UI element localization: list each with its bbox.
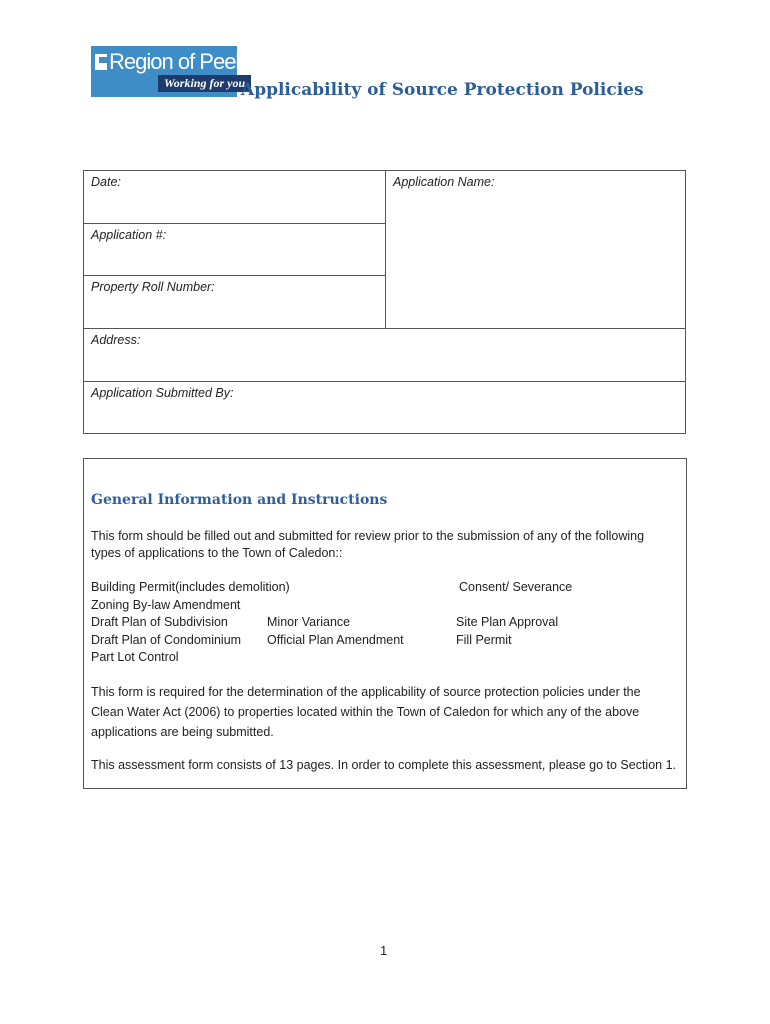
app-type-site-plan: Site Plan Approval bbox=[456, 615, 559, 629]
instructions-box bbox=[83, 458, 687, 789]
application-number-cell[interactable] bbox=[84, 224, 386, 276]
intro-line-1: This form should be filled out and submitted for review prior to the submission of any of the following bbox=[91, 529, 645, 543]
app-type-part-lot: Part Lot Control bbox=[91, 650, 179, 664]
app-type-fill-permit: Fill Permit bbox=[456, 633, 512, 647]
app-type-minor-variance: Minor Variance bbox=[267, 615, 351, 629]
application-number-label: Application #: bbox=[91, 228, 167, 242]
para3: This assessment form consists of 13 pages. In order to complete this assessment, please go to Section 1. bbox=[91, 758, 677, 772]
document-title: Applicability of Source Protection Policies bbox=[241, 80, 644, 100]
app-type-condominium: Draft Plan of Condominium bbox=[91, 633, 242, 647]
property-roll-cell[interactable] bbox=[84, 276, 386, 329]
intro-line-2: types of applications to the Town of Caledon:: bbox=[91, 546, 343, 560]
logo-text: Region of Peel bbox=[109, 49, 240, 74]
region-of-peel-logo bbox=[91, 46, 246, 97]
app-type-subdivision: Draft Plan of Subdivision bbox=[91, 615, 228, 629]
app-type-building-permit: Building Permit(includes demolition) bbox=[91, 580, 290, 594]
logo-tagline: Working for you bbox=[158, 75, 251, 92]
application-name-label: Application Name: bbox=[393, 175, 495, 189]
date-label: Date: bbox=[91, 175, 121, 189]
page-number: 1 bbox=[380, 943, 388, 958]
address-cell[interactable] bbox=[84, 329, 685, 382]
submitted-by-label: Application Submitted By: bbox=[91, 386, 234, 400]
app-type-consent: Consent/ Severance bbox=[459, 580, 573, 594]
app-type-zoning: Zoning By-law Amendment bbox=[91, 598, 241, 612]
date-cell[interactable] bbox=[84, 171, 386, 224]
address-label: Address: bbox=[91, 333, 141, 347]
submitted-by-cell[interactable] bbox=[84, 382, 685, 433]
app-type-official-plan: Official Plan Amendment bbox=[267, 633, 404, 647]
logo-p-icon bbox=[95, 54, 107, 70]
para2-line-2: Clean Water Act (2006) to properties located within the Town of Caledon for which any of the above bbox=[91, 705, 640, 719]
application-info-table bbox=[83, 170, 686, 434]
para2-line-3: applications are being submitted. bbox=[91, 725, 274, 739]
application-name-cell[interactable] bbox=[386, 171, 685, 329]
instructions-heading: General Information and Instructions bbox=[91, 492, 388, 508]
para2-line-1: This form is required for the determination of the applicability of source protection policies under the bbox=[91, 685, 641, 699]
property-roll-label: Property Roll Number: bbox=[91, 280, 215, 294]
